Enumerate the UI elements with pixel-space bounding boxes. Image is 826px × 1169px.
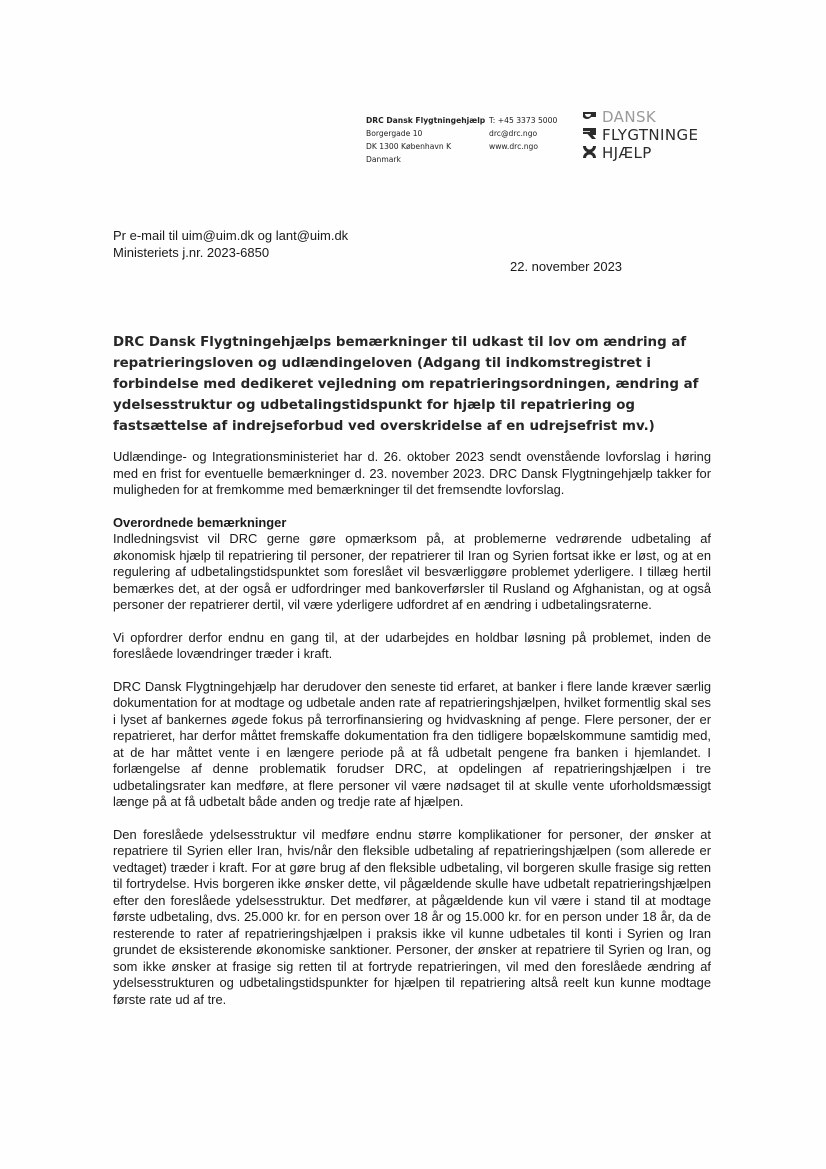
letterhead-address (366, 114, 485, 166)
document-title: DRC Dansk Flygtningehjælps bemærkninger til udkast til lov om ændring af repatrieringsloven og udlændingeloven (Adgang til indkomstregistret i forbindelse med dedikeret vejledning om repatrieringsordningen, ændring af ydelsesstruktur og udbetalingstidspunkt for hjælp til repatriering og fastsættelse af indrejseforbud ved overskridelse af en udrejsefrist mv.) (113, 335, 699, 434)
body-paragraph: Vi opfordrer derfor endnu en gang til, at der udarbejdes en holdbar løsning på problemet, inden de foreslåede lovændringer træder i kraft. (113, 629, 711, 661)
letterhead-website: www.drc.ngo (489, 142, 538, 151)
letterhead-email: drc@drc.ngo (489, 129, 538, 138)
drc-logo-wordmark (602, 108, 698, 162)
letterhead-country: Danmark (366, 155, 401, 164)
intro-paragraph: Udlændinge- og Integrationsministeriet har d. 26. oktober 2023 sendt ovenstående lovforslag i høring med en frist for eventuelle bemærkninger d. 23. november 2023. DRC Dansk Flygtningehjælp takker for muligheden for at fremkomme med bemærkninger til det fremsendte lovforslag. (113, 449, 711, 497)
logo-line-dansk: DANSK (602, 108, 657, 126)
body-paragraph: DRC Dansk Flygtningehjælp har derudover den seneste tid erfaret, at banker i flere lande kræver særlig dokumentation for at modtage og udbetale anden rate af repatrieringshjælpen, hvilket formentlig skal ses i lyset af bankernes øgede fokus på terrorfinansiering og hvidvaskning af penge. Flere personer, der er repatrieret, har derfor måttet fremskaffe dokumentation fra den tidligere bopælskommune samtidig med, at de har måttet vente i en længere periode på at få udbetalt pengene fra banken i hjemlandet. I forlængelse af denne problematik forudser DRC, at opdelingen af repatrieringshjælpen i tre udbetalingsrater kan medføre, at flere personer vil være nødsaget til at skulle vente uforholdsmæssigt længe på at få udbetalt både anden og tredje rate af hjælpen. (113, 678, 711, 809)
body-paragraph: Indledningsvist vil DRC gerne gøre opmærksom på, at problemerne vedrørende udbetaling af økonomisk hjælp til repatriering til personer, der repatrierer til Iran og Syrien fortsat ikke er løst, og at en regulering af udbetalingstidspunktet som foreslået vil besværliggøre problemet yderligere. I tillæg hertil bemærkes det, at der også er udfordringer med bankoverførsler til Rusland og Afghanistan, og at også personer der repatrierer dertil, vil være yderligere udfordret af en ændring i udbetalingsraterne. (113, 531, 711, 612)
letterhead-street: Borgergade 10 (366, 129, 423, 138)
letterhead-contact (489, 114, 557, 153)
letter-date: 22. november 2023 (510, 259, 623, 274)
letterhead-phone: T: +45 3373 5000 (489, 116, 558, 125)
body-paragraph: Den foreslåede ydelsesstruktur vil medføre endnu større komplikationer for personer, der ønsker at repatriere til Syrien eller Iran, hvis/når den fleksible udbetaling af repatrieringshjælpen (som allerede er vedtaget) træder i kraft. For at gøre brug af den fleksible udbetaling, vil borgeren skulle frasige sig retten til fortrydelse. Hvis borgeren ikke ønsker dette, vil pågældende skulle have udbetalt repatrieringshjælpen efter den foreslåede ydelsesstruktur. Det medfører, at pågældende kun vil være i stand til at modtage første udbetaling, dvs. 25.000 kr. for en person over 18 år og 15.000 kr. for en person under 18 år, da de resterende to rater af repatrieringshjælpen i praksis ikke vil kunne udbetales til konti i Syrien og Iran grundet de eksisterende økonomiske sanktioner. Personer, der ønsker at repatriere til Syrien og Iran, og som ikke ønsker at frasige sig retten til at fortryde repatrieringen, vil med den foreslåede ændring af ydelsesstrukturen og udbetalingstidspunkter for hjælpen til repatriering altså reelt kun kunne modtage første rate ud af tre. (113, 826, 711, 1007)
drc-logo-mark-icon (581, 110, 598, 162)
drc-logo (581, 108, 741, 166)
recipient-block (113, 227, 348, 261)
letterhead-org-name: DRC Dansk Flygtningehjælp (366, 116, 486, 125)
logo-line-flygtninge: FLYGTNINGE (602, 126, 699, 144)
letterhead-postal-city: DK 1300 København K (366, 142, 452, 151)
document-body (113, 449, 711, 1024)
recipient-email-line: Pr e-mail til uim@uim.dk og lant@uim.dk (113, 228, 349, 243)
section-heading: Overordnede bemærkninger (113, 514, 287, 530)
recipient-reference-line: Ministeriets j.nr. 2023-6850 (113, 245, 270, 260)
logo-line-hjaelp: HJÆLP (602, 144, 652, 162)
